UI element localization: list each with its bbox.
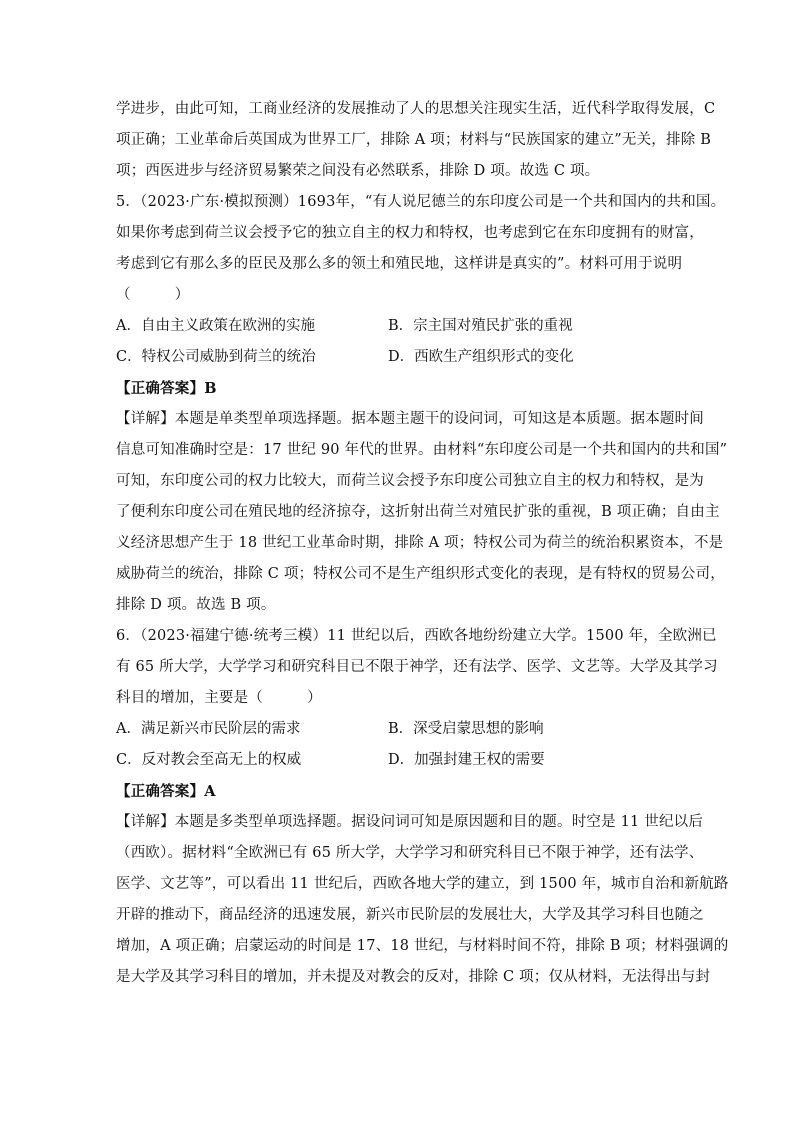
explanation-line: 威胁荷兰的统治，排除 C 项；特权公司不是生产组织形式变化的表现，是有特权的贸易公司， — [116, 566, 725, 582]
text-line: 项正确；工业革命后英国成为世界工厂，排除 A 项；材料与“民族国家的建立”无关，排除 B — [116, 132, 712, 148]
question-stem-line: 考虑到它有那么多的臣民及那么多的领土和殖民地，这样讲是真实的”。材料可用于说明 — [116, 256, 683, 272]
explanation-line: 医学、文艺等”，可以看出 11 世纪后，西欧各地大学的建立，到 1500 年，城市自治和新航路 — [116, 876, 729, 892]
option-a: A．满足新兴市民阶层的需求 — [116, 721, 301, 737]
option-c: C．反对教会至高无上的权威 — [116, 752, 302, 768]
correct-answer: 【正确答案】A — [116, 783, 216, 800]
explanation-line: 可知，东印度公司的权力比较大，而荷兰议会授予东印度公司独立自主的权力和特权，是为 — [116, 473, 704, 489]
explanation — [116, 807, 729, 993]
explanation-line: （西欧）。据材料“全欧洲已有 65 所大学，大学学习和研究科目已不限于神学，还有法学、 — [116, 845, 704, 861]
answer-blank: （ ） — [116, 287, 190, 303]
explanation — [116, 404, 728, 621]
explanation-line: 【详解】本题是多类型单项选择题。据设问词可知是原因题和目的题。时空是 11 世纪以后 — [116, 814, 704, 830]
option-b: B．深受启蒙思想的影响 — [388, 721, 544, 737]
question-stem-line: 5．（2023·广东·模拟预测）1693年，“有人说尼德兰的东印度公司是一个共和国内的共和国。 — [116, 194, 726, 210]
explanation-line: 信息可知准确时空是：17 世纪 90 年代的世界。由材料“东印度公司是一个共和国内的共和国” — [116, 442, 728, 458]
explanation-line: 义经济思想产生于 18 世纪工业革命时期，排除 A 项；特权公司为荷兰的统治积累资本，不是 — [116, 535, 724, 551]
question-stem-line: 科目的增加，主要是（ ） — [116, 690, 322, 706]
option-d: D．西欧生产组织形式的变化 — [388, 349, 574, 365]
option-c: C．特权公司威胁到荷兰的统治 — [116, 349, 316, 365]
explanation-line: 排除 D 项。故选 B 项。 — [116, 597, 276, 613]
question-stem-line: 6．（2023·福建宁德·统考三模）11 世纪以后，西欧各地纷纷建立大学。1500 年，全欧洲已 — [116, 628, 717, 644]
option-d: D．加强封建王权的需要 — [388, 752, 545, 768]
previous-explanation-continued — [116, 94, 716, 187]
option-b: B．宗主国对殖民扩张的重视 — [388, 318, 573, 334]
explanation-line: 开辟的推动下，商品经济的迅速发展，新兴市民阶层的发展壮大，大学及其学习科目也随之 — [116, 907, 704, 923]
question-6 — [116, 621, 729, 993]
option-a: A．自由主义政策在欧洲的实施 — [116, 318, 315, 334]
explanation-line: 【详解】本题是单类型单项选择题。据本题主题干的设问词，可知这是本质题。据本题时间 — [116, 411, 704, 427]
options-row — [116, 745, 696, 776]
explanation-line: 了便利东印度公司在殖民地的经济掠夺，这折射出荷兰对殖民扩张的重视，B 项正确；自由主 — [116, 504, 720, 520]
options-row — [116, 311, 696, 342]
explanation-line: 增加，A 项正确；启蒙运动的时间是 17、18 世纪，与材料时间不符，排除 B 项；材料强调的 — [116, 938, 729, 954]
question-5 — [116, 187, 728, 621]
options-row — [116, 714, 696, 745]
correct-answer: 【正确答案】B — [116, 380, 217, 397]
options-row — [116, 342, 696, 373]
text-line: 学进步，由此可知，工商业经济的发展推动了人的思想关注现实生活，近代科学取得发展，C — [116, 101, 716, 117]
question-stem-line: 如果你考虑到荷兰议会授予它的独立自主的权力和特权，也考虑到它在东印度拥有的财富， — [116, 225, 704, 241]
text-line: 项；西医进步与经济贸易繁荣之间没有必然联系，排除 D 项。故选 C 项。 — [116, 163, 600, 179]
question-stem-line: 有 65 所大学，大学学习和研究科目已不限于神学，还有法学、医学、文艺等。大学及其学习 — [116, 659, 718, 675]
explanation-line: 是大学及其学习科目的增加，并未提及对教会的反对，排除 C 项；仅从材料，无法得出与封 — [116, 969, 711, 985]
page-content — [116, 94, 729, 993]
